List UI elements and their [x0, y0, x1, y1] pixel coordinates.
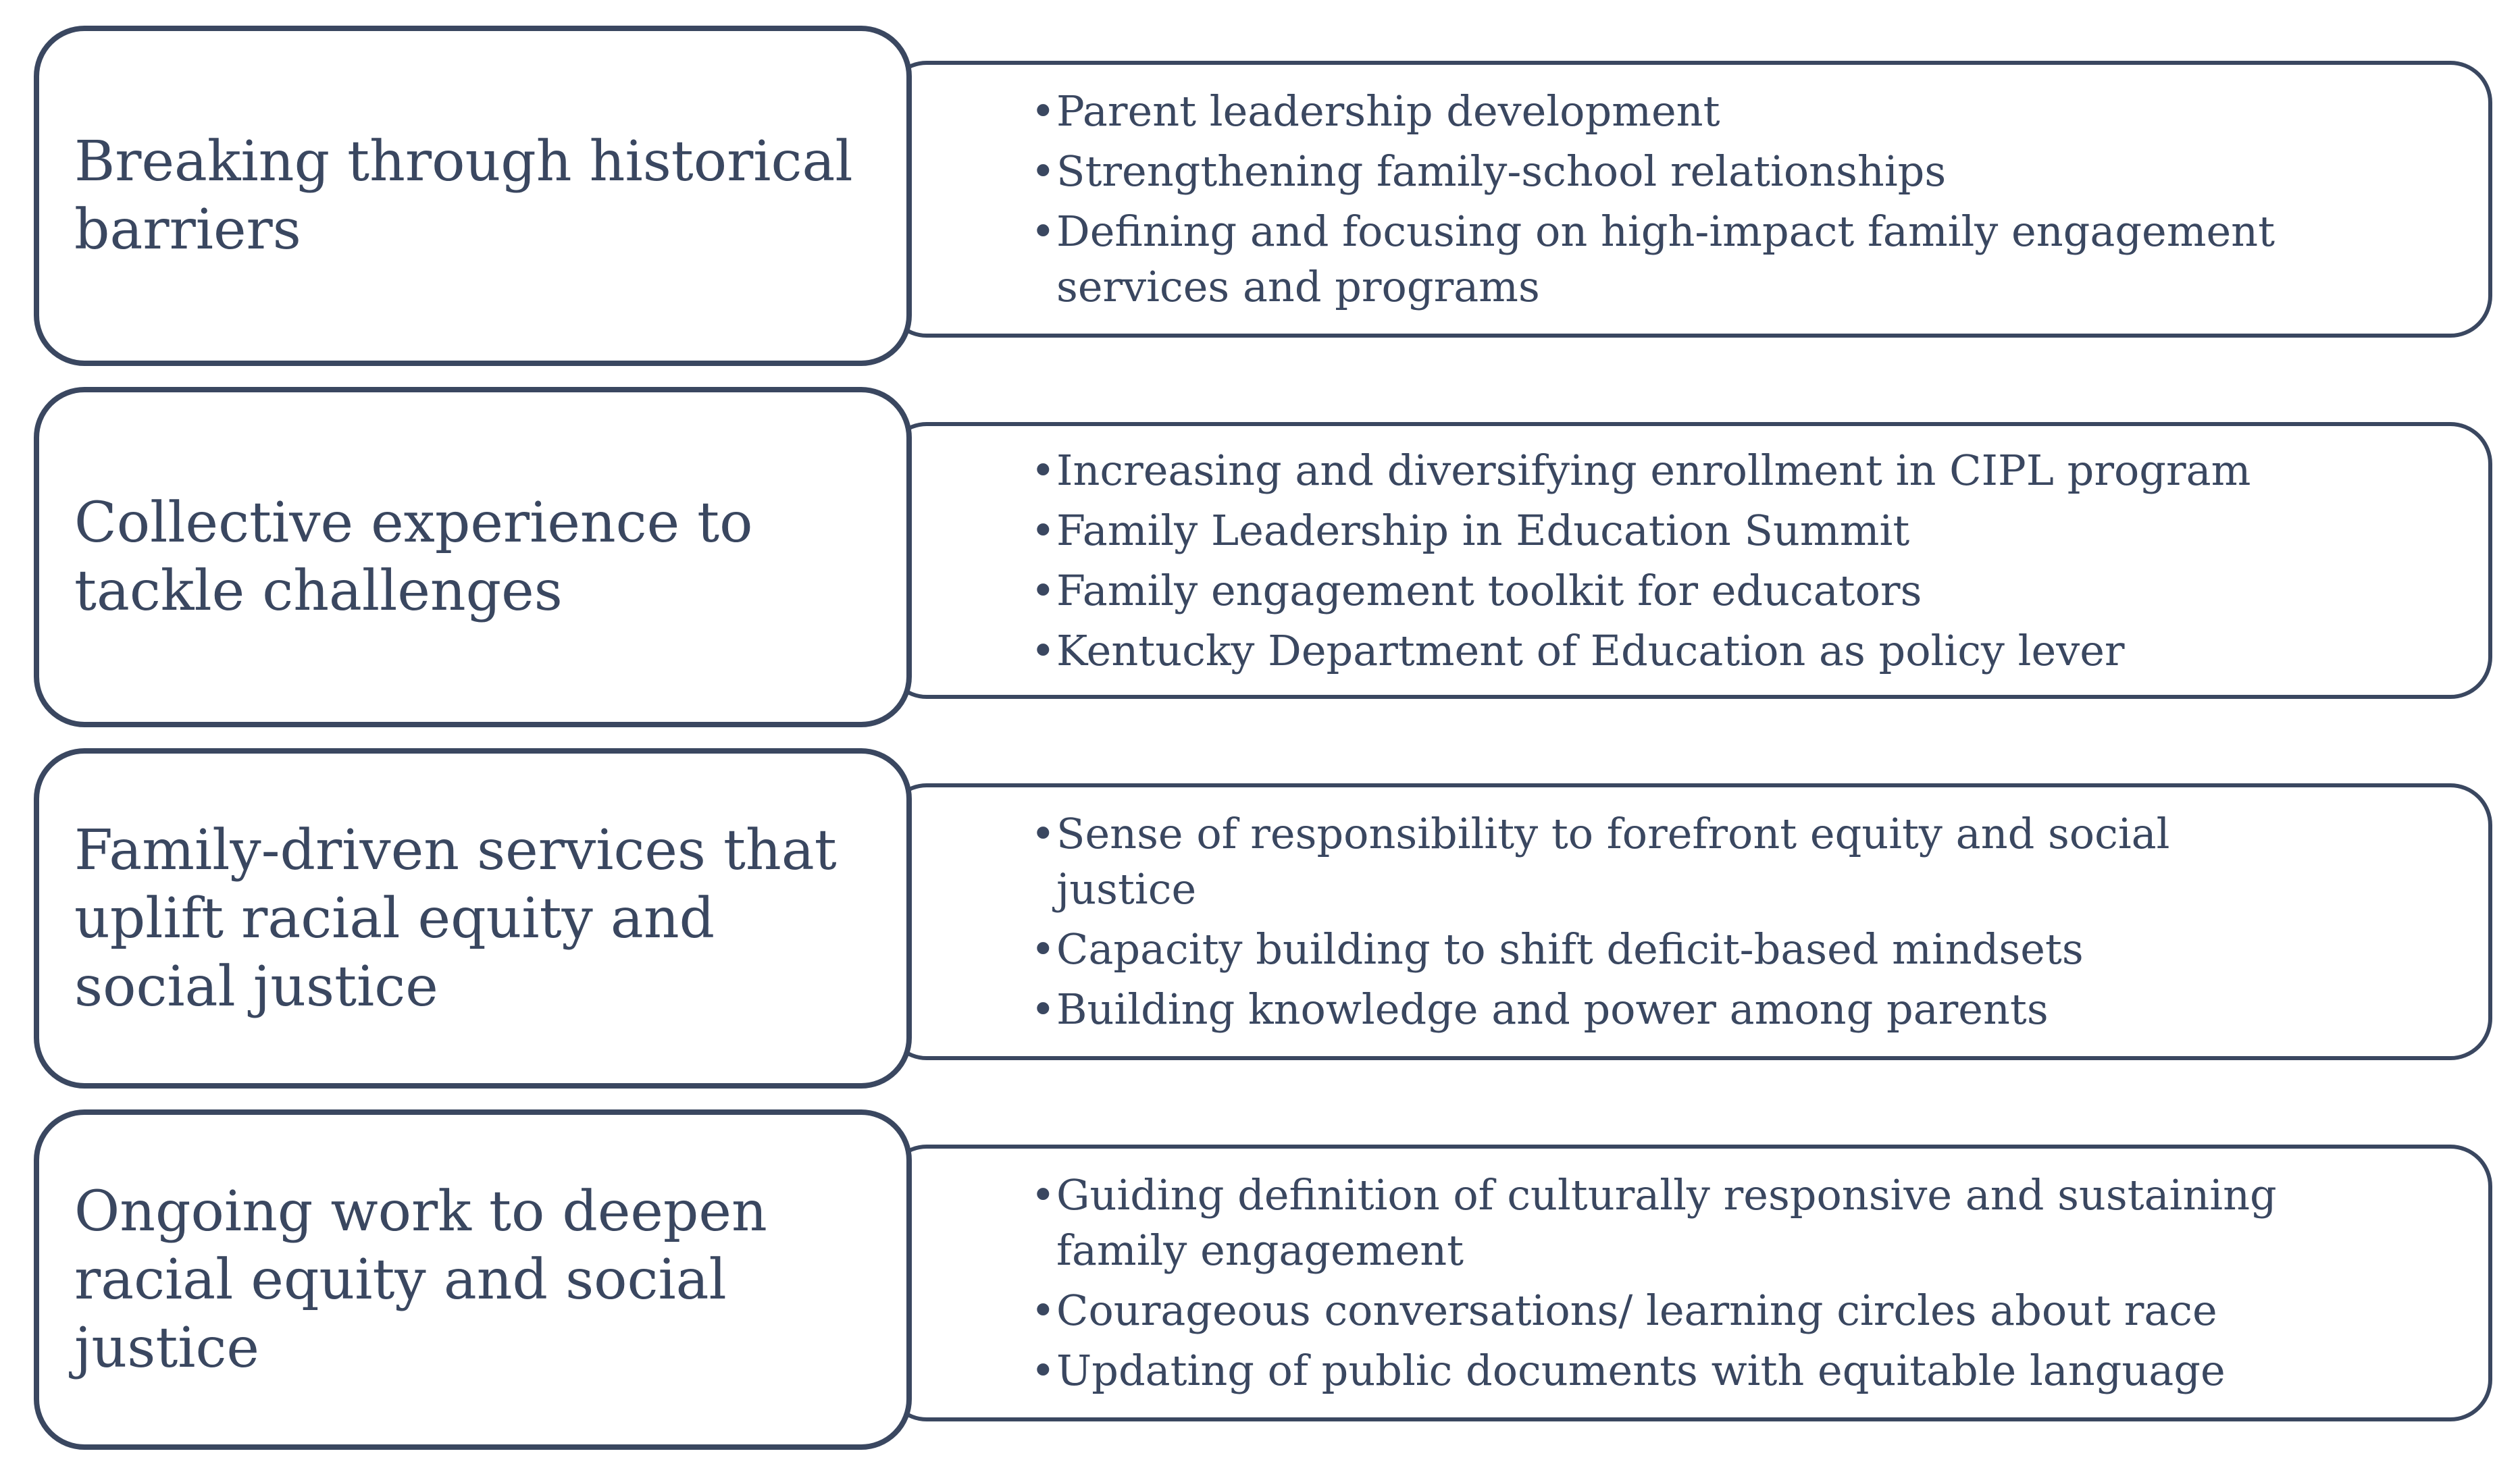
bullet-item [1031, 982, 2286, 1037]
bullet-dot-icon: • [1031, 147, 1056, 196]
bullet-dot-icon: • [1031, 207, 1056, 256]
bullet-dot-icon: • [1031, 924, 1056, 974]
bullet-list [1031, 1163, 2286, 1403]
bullet-item [1031, 623, 2251, 679]
bullet-list [1031, 802, 2286, 1042]
bullet-list [1031, 438, 2251, 683]
theme-title: Family-driven services that uplift racial equity and social justice [74, 818, 837, 1019]
bullet-item [1031, 1343, 2286, 1398]
bullet-dot-icon: • [1031, 1286, 1056, 1335]
bullet-dot-icon: • [1031, 565, 1056, 615]
bullet-item [1031, 443, 2251, 498]
bullet-text: Updating of public documents with equitable language [1056, 1346, 2226, 1395]
bullet-item [1031, 1283, 2286, 1338]
theme-title-box [34, 1109, 912, 1450]
theme-title-box [34, 26, 912, 366]
bullet-dot-icon: • [1031, 445, 1056, 495]
bullet-dot-icon: • [1031, 1170, 1056, 1220]
theme-title-box [34, 387, 912, 727]
bullet-text: Family engagement toolkit for educators [1056, 565, 1922, 615]
bullet-text: Family Leadership in Education Summit [1056, 505, 1910, 555]
theme-title: Collective experience to tackle challenges [74, 491, 753, 623]
theme-details-box [885, 1145, 2492, 1421]
bullet-text: Defining and focusing on high-impact family engagement services and programs [1056, 207, 2275, 311]
bullet-dot-icon: • [1031, 625, 1056, 675]
theme-row-1 [0, 26, 2520, 370]
bullet-dot-icon: • [1031, 1346, 1056, 1395]
bullet-text: Parent leadership development [1056, 86, 1720, 136]
theme-title-box [34, 748, 912, 1089]
theme-row-4 [0, 1109, 2520, 1454]
bullet-text: Courageous conversations/ learning circles about race [1056, 1286, 2217, 1335]
bullet-item [1031, 563, 2251, 619]
theme-details-box [885, 61, 2492, 338]
bullet-text: Strengthening family-school relationships [1056, 147, 1947, 196]
bullet-dot-icon: • [1031, 505, 1056, 555]
bullet-dot-icon: • [1031, 809, 1056, 858]
bullet-text: Capacity building to shift deficit-based mindsets [1056, 924, 2084, 974]
bullet-text: Kentucky Department of Education as policy lever [1056, 625, 2125, 675]
bullet-text: Building knowledge and power among parents [1056, 985, 2049, 1034]
theme-title: Breaking through historical barriers [74, 130, 853, 262]
bullet-item [1031, 84, 2286, 139]
theme-details-box [885, 422, 2492, 699]
bullet-item [1031, 806, 2286, 917]
bullet-item [1031, 204, 2286, 315]
bullet-item [1031, 144, 2286, 199]
theme-title: Ongoing work to deepen racial equity and social justice [74, 1179, 767, 1380]
theme-details-box [885, 783, 2492, 1060]
bullet-text: Sense of responsibility to forefront equity and social justice [1056, 809, 2170, 914]
theme-row-3 [0, 748, 2520, 1093]
bullet-dot-icon: • [1031, 985, 1056, 1034]
bullet-item [1031, 503, 2251, 558]
bullet-item [1031, 922, 2286, 977]
bullet-dot-icon: • [1031, 86, 1056, 136]
bullet-text: Guiding definition of culturally responsive and sustaining family engagement [1056, 1170, 2277, 1275]
bullet-list [1031, 79, 2286, 319]
bullet-item [1031, 1168, 2286, 1278]
bullet-text: Increasing and diversifying enrollment in CIPL program [1056, 445, 2251, 495]
theme-row-2 [0, 387, 2520, 731]
